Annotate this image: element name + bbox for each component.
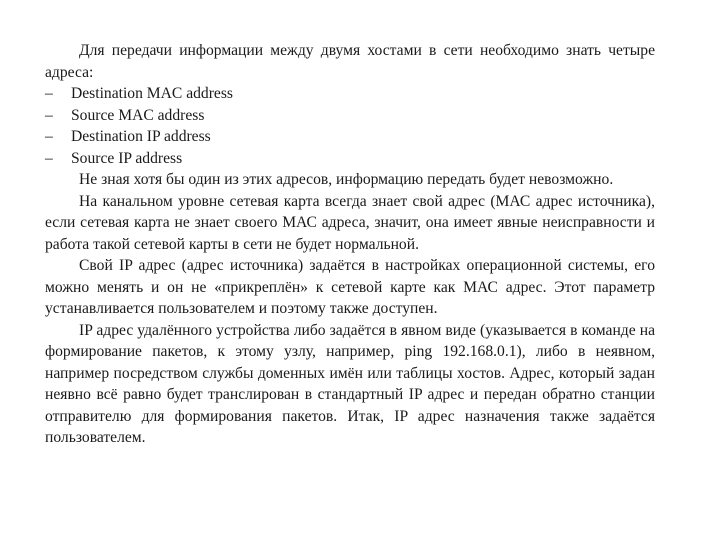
address-list (45, 83, 655, 169)
list-dash: – (45, 85, 53, 102)
list-item-text: Destination IP address (71, 128, 211, 145)
list-item (45, 83, 655, 105)
paragraph-intro: Для передачи информации между двумя хостами в сети необходимо знать четыре адреса: (45, 42, 655, 81)
list-dash: – (45, 128, 53, 145)
paragraph-4: Свой IP адрес (адрес источника) задаётся в настройках операционной системы, его можно менять и он не «прикреплён» к сетевой карте как МАС адрес. Этот параметр устанавливается пользователем и поэтому также доступен. (45, 257, 655, 317)
document-body (45, 40, 655, 449)
list-item (45, 126, 655, 148)
paragraph-5: IP адрес удалённого устройства либо задаётся в явном виде (указывается в команде на формирование пакетов, к этому узлу, например, ping 192.168.0.1), либо в неявном, например посредством службы доменных имён или таблицы хостов. Адрес, который задан неявно всё равно будет транслирован в стандартный IP адрес и передан обратно станции отправителю для формирования пакетов. Итак, IP адрес назначения также задаётся пользователем. (45, 321, 655, 446)
list-item-text: Source IP address (71, 149, 183, 167)
list-item (45, 148, 655, 170)
list-item-text: Destination MAC address (71, 85, 233, 102)
list-item-text: Source MAC address (71, 106, 205, 124)
paragraph-3: На канальном уровне сетевая карта всегда знает свой адрес (МАС адрес источника), если сетевая карта не знает своего МАС адреса, значит, она имеет явные неисправности и работа такой сетевой карты в сети не будет нормальной. (45, 192, 655, 253)
list-item (45, 105, 655, 127)
paragraph-2: Не зная хотя бы один из этих адресов, информацию передать будет невозможно. (79, 171, 614, 188)
list-dash: – (45, 106, 53, 124)
list-dash: – (45, 149, 53, 167)
